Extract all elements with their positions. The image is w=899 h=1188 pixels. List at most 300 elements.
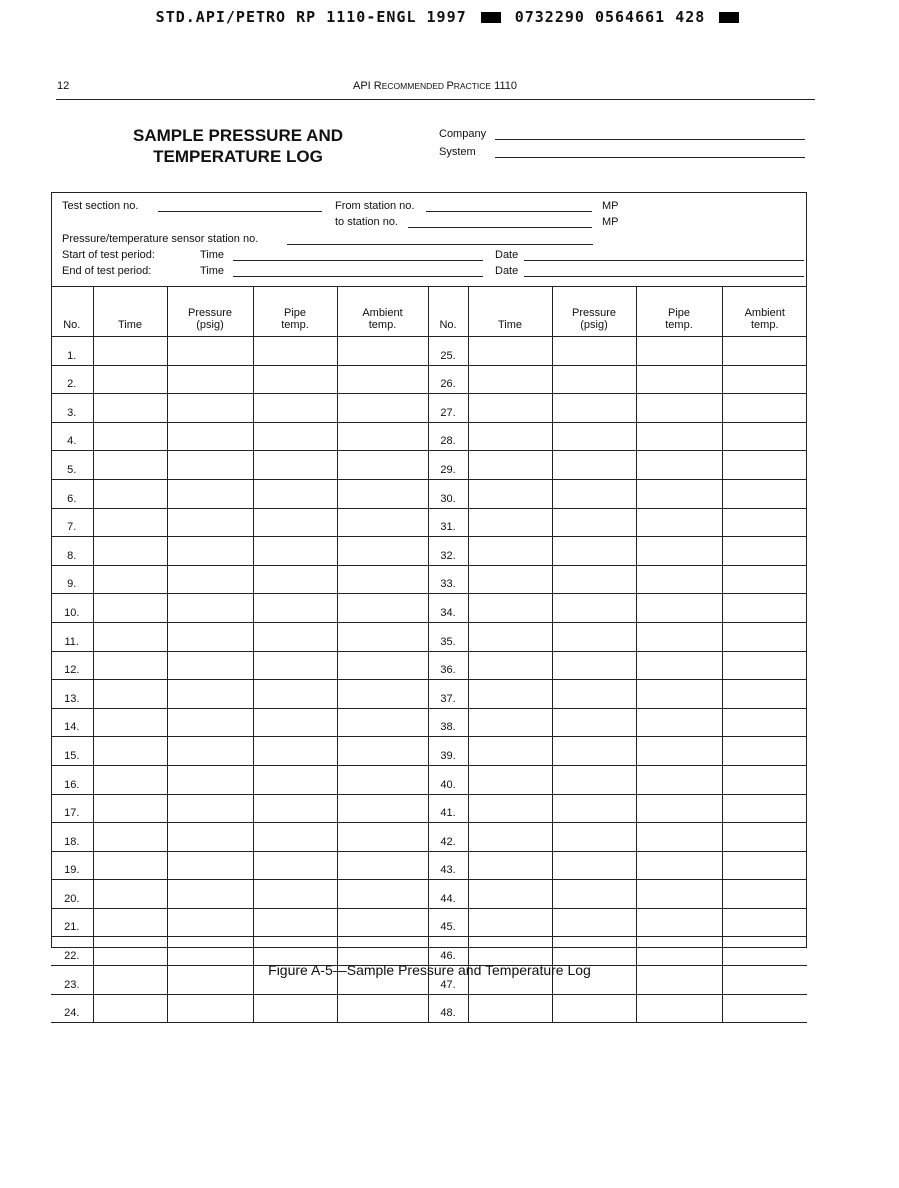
- ambient-temp-cell[interactable]: [722, 394, 807, 423]
- row-number-cell: 27.: [428, 394, 468, 423]
- row-number-cell: 21.: [51, 908, 93, 937]
- header-text: Pipe: [283, 307, 307, 319]
- pressure-cell[interactable]: [167, 994, 253, 1023]
- table-row: [51, 680, 807, 709]
- header-text: Time: [497, 319, 523, 331]
- time-cell[interactable]: [468, 994, 552, 1023]
- pipe-temp-cell[interactable]: [636, 680, 722, 709]
- row-number-cell: 45.: [428, 908, 468, 937]
- pressure-cell[interactable]: [552, 908, 636, 937]
- pipe-temp-cell[interactable]: [253, 422, 337, 451]
- ambient-temp-cell[interactable]: [337, 880, 428, 909]
- time-cell[interactable]: [468, 823, 552, 852]
- time-cell[interactable]: [93, 394, 167, 423]
- header-ambient-temp: [337, 287, 428, 337]
- pressure-cell[interactable]: [552, 337, 636, 366]
- row-number-cell: 3.: [51, 394, 93, 423]
- pipe-temp-cell[interactable]: [253, 708, 337, 737]
- pipe-temp-cell[interactable]: [636, 851, 722, 880]
- time-cell[interactable]: [468, 451, 552, 480]
- running-head: [0, 80, 870, 92]
- pressure-cell[interactable]: [552, 622, 636, 651]
- row-number-cell: 2.: [51, 365, 93, 394]
- company-label: Company: [439, 128, 487, 140]
- ambient-temp-cell[interactable]: [722, 594, 807, 623]
- pipe-temp-cell[interactable]: [253, 508, 337, 537]
- table-row: [51, 622, 807, 651]
- row-number-cell: 25.: [428, 337, 468, 366]
- time-cell[interactable]: [468, 851, 552, 880]
- header-time: [468, 287, 552, 337]
- header-pressure: [552, 287, 636, 337]
- pressure-cell[interactable]: [552, 823, 636, 852]
- pressure-cell[interactable]: [552, 479, 636, 508]
- ambient-temp-cell[interactable]: [337, 708, 428, 737]
- pressure-cell[interactable]: [552, 651, 636, 680]
- table-row: [51, 851, 807, 880]
- pipe-temp-cell[interactable]: [253, 365, 337, 394]
- time-cell[interactable]: [93, 565, 167, 594]
- pipe-temp-cell[interactable]: [636, 737, 722, 766]
- pipe-temp-cell[interactable]: [253, 651, 337, 680]
- table-row: [51, 479, 807, 508]
- pipe-temp-cell[interactable]: [253, 908, 337, 937]
- header-text: (psig): [196, 319, 224, 331]
- pressure-cell[interactable]: [167, 765, 253, 794]
- pipe-temp-cell[interactable]: [253, 594, 337, 623]
- pipe-temp-cell[interactable]: [636, 422, 722, 451]
- time-cell[interactable]: [468, 651, 552, 680]
- pressure-cell[interactable]: [167, 594, 253, 623]
- pipe-temp-cell[interactable]: [636, 622, 722, 651]
- time-cell[interactable]: [93, 422, 167, 451]
- header-pipe-temp: [636, 287, 722, 337]
- header-text: Pressure: [571, 307, 617, 319]
- pressure-cell[interactable]: [552, 794, 636, 823]
- pipe-temp-cell[interactable]: [636, 394, 722, 423]
- header-no: [51, 287, 93, 337]
- time-cell[interactable]: [468, 680, 552, 709]
- header-rule: [56, 99, 815, 100]
- pipe-temp-cell[interactable]: [636, 823, 722, 852]
- ambient-temp-cell[interactable]: [722, 908, 807, 937]
- pressure-cell[interactable]: [167, 680, 253, 709]
- mp-label-2: MP: [602, 216, 619, 228]
- ambient-temp-cell[interactable]: [337, 680, 428, 709]
- time-cell[interactable]: [468, 880, 552, 909]
- table-row: [51, 880, 807, 909]
- time-cell[interactable]: [468, 337, 552, 366]
- table-row: [51, 908, 807, 937]
- pipe-temp-cell[interactable]: [636, 651, 722, 680]
- pipe-temp-cell[interactable]: [636, 708, 722, 737]
- from-station-field[interactable]: [426, 211, 592, 212]
- ambient-temp-cell[interactable]: [337, 794, 428, 823]
- time-cell[interactable]: [93, 708, 167, 737]
- pipe-temp-cell[interactable]: [636, 365, 722, 394]
- ambient-temp-cell[interactable]: [722, 622, 807, 651]
- ambient-temp-cell[interactable]: [722, 880, 807, 909]
- sensor-station-label: Pressure/temperature sensor station no.: [62, 233, 259, 245]
- pressure-cell[interactable]: [552, 994, 636, 1023]
- pressure-cell[interactable]: [552, 880, 636, 909]
- header-ambient-temp: [722, 287, 807, 337]
- pressure-cell[interactable]: [552, 451, 636, 480]
- end-date-label: Date: [495, 265, 519, 277]
- ambient-temp-cell[interactable]: [722, 851, 807, 880]
- row-number-cell: 36.: [428, 651, 468, 680]
- figure-caption: Figure A-5—Sample Pressure and Temperature Log: [268, 962, 591, 978]
- header-text: Ambient: [744, 307, 785, 319]
- to-station-field[interactable]: [408, 227, 592, 228]
- pipe-temp-cell[interactable]: [253, 765, 337, 794]
- end-time-field[interactable]: [233, 276, 483, 277]
- pressure-cell[interactable]: [167, 908, 253, 937]
- row-number-cell: 12.: [51, 651, 93, 680]
- pipe-temp-cell[interactable]: [253, 823, 337, 852]
- time-cell[interactable]: [93, 880, 167, 909]
- pressure-cell[interactable]: [167, 479, 253, 508]
- pipe-temp-cell[interactable]: [253, 565, 337, 594]
- row-number-cell: 40.: [428, 765, 468, 794]
- start-period-label: Start of test period:: [62, 249, 155, 261]
- ambient-temp-cell[interactable]: [337, 537, 428, 566]
- ambient-temp-cell[interactable]: [722, 537, 807, 566]
- time-cell[interactable]: [93, 537, 167, 566]
- end-date-field[interactable]: [524, 276, 804, 277]
- ambient-temp-cell[interactable]: [337, 365, 428, 394]
- pipe-temp-cell[interactable]: [636, 451, 722, 480]
- ambient-temp-cell[interactable]: [337, 508, 428, 537]
- ambient-temp-cell[interactable]: [722, 422, 807, 451]
- ambient-temp-cell[interactable]: [337, 337, 428, 366]
- time-cell[interactable]: [468, 908, 552, 937]
- pressure-cell[interactable]: [552, 851, 636, 880]
- header-text: No.: [63, 319, 81, 331]
- pressure-cell[interactable]: [167, 737, 253, 766]
- header-text: temp.: [750, 319, 779, 331]
- row-number-cell: 43.: [428, 851, 468, 880]
- pipe-temp-cell[interactable]: [253, 994, 337, 1023]
- pressure-cell[interactable]: [167, 708, 253, 737]
- row-number-cell: 20.: [51, 880, 93, 909]
- row-number-cell: 24.: [51, 994, 93, 1023]
- pressure-cell[interactable]: [167, 451, 253, 480]
- pipe-temp-cell[interactable]: [253, 737, 337, 766]
- system-label: System: [439, 146, 476, 158]
- ambient-temp-cell[interactable]: [722, 680, 807, 709]
- pipe-temp-cell[interactable]: [636, 994, 722, 1023]
- row-number-cell: 44.: [428, 880, 468, 909]
- time-cell[interactable]: [468, 365, 552, 394]
- time-cell[interactable]: [468, 708, 552, 737]
- ambient-temp-cell[interactable]: [337, 737, 428, 766]
- row-number-cell: 13.: [51, 680, 93, 709]
- pipe-temp-cell[interactable]: [636, 479, 722, 508]
- row-number-cell: 8.: [51, 537, 93, 566]
- table-header-row: [51, 287, 807, 337]
- table-row: [51, 508, 807, 537]
- row-number-cell: 33.: [428, 565, 468, 594]
- ambient-temp-cell[interactable]: [337, 422, 428, 451]
- time-cell[interactable]: [468, 565, 552, 594]
- ambient-temp-cell[interactable]: [337, 908, 428, 937]
- title-line-2: TEMPERATURE LOG: [153, 147, 323, 166]
- to-station-label: to station no.: [335, 216, 398, 228]
- row-number-cell: 37.: [428, 680, 468, 709]
- pipe-temp-cell[interactable]: [253, 680, 337, 709]
- ambient-temp-cell[interactable]: [337, 651, 428, 680]
- title-line-1: SAMPLE PRESSURE AND: [132, 126, 343, 145]
- row-number-cell: 22.: [51, 937, 93, 966]
- row-number-cell: 23.: [51, 966, 93, 995]
- end-time-label: Time: [200, 265, 225, 277]
- ambient-temp-cell[interactable]: [337, 394, 428, 423]
- row-number-cell: 46.: [428, 937, 468, 966]
- row-number-cell: 41.: [428, 794, 468, 823]
- pressure-cell[interactable]: [552, 680, 636, 709]
- pressure-cell[interactable]: [552, 508, 636, 537]
- pressure-cell[interactable]: [167, 651, 253, 680]
- pressure-cell[interactable]: [552, 737, 636, 766]
- pipe-temp-cell[interactable]: [636, 880, 722, 909]
- time-cell[interactable]: [93, 594, 167, 623]
- ambient-temp-cell[interactable]: [337, 622, 428, 651]
- table-row: [51, 994, 807, 1023]
- pressure-cell[interactable]: [167, 794, 253, 823]
- company-field[interactable]: [495, 139, 805, 140]
- time-cell[interactable]: [93, 823, 167, 852]
- row-number-cell: 32.: [428, 537, 468, 566]
- sensor-station-field[interactable]: [287, 244, 593, 245]
- pressure-cell[interactable]: [552, 594, 636, 623]
- pressure-cell[interactable]: [552, 565, 636, 594]
- row-number-cell: 7.: [51, 508, 93, 537]
- running-head-part: 1110: [491, 80, 517, 92]
- ambient-temp-cell[interactable]: [722, 708, 807, 737]
- pipe-temp-cell[interactable]: [253, 622, 337, 651]
- table-row: [51, 823, 807, 852]
- row-number-cell: 14.: [51, 708, 93, 737]
- header-text: (psig): [580, 319, 608, 331]
- row-number-cell: 1.: [51, 337, 93, 366]
- time-cell[interactable]: [468, 537, 552, 566]
- time-cell[interactable]: [468, 737, 552, 766]
- header-text: No.: [439, 319, 457, 331]
- ambient-temp-cell[interactable]: [337, 451, 428, 480]
- ambient-temp-cell[interactable]: [722, 365, 807, 394]
- pressure-cell[interactable]: [552, 708, 636, 737]
- ambient-temp-cell[interactable]: [337, 823, 428, 852]
- document-code-right: 0732290 0564661 428: [514, 8, 706, 26]
- row-number-cell: 4.: [51, 422, 93, 451]
- table-row: [51, 651, 807, 680]
- time-cell[interactable]: [93, 337, 167, 366]
- table-row: [51, 794, 807, 823]
- pressure-cell[interactable]: [167, 823, 253, 852]
- table-row: [51, 365, 807, 394]
- ambient-temp-cell[interactable]: [337, 994, 428, 1023]
- time-cell[interactable]: [468, 508, 552, 537]
- row-number-cell: 39.: [428, 737, 468, 766]
- ambient-temp-cell[interactable]: [722, 651, 807, 680]
- pipe-temp-cell[interactable]: [253, 479, 337, 508]
- redaction-block-icon: [719, 12, 739, 23]
- pipe-temp-cell[interactable]: [636, 508, 722, 537]
- header-time: [93, 287, 167, 337]
- header-pipe-temp: [253, 287, 337, 337]
- time-cell[interactable]: [93, 651, 167, 680]
- row-number-cell: 18.: [51, 823, 93, 852]
- row-number-cell: 15.: [51, 737, 93, 766]
- page-title: [110, 125, 366, 167]
- table-row: [51, 765, 807, 794]
- time-cell[interactable]: [93, 851, 167, 880]
- header-pressure: [167, 287, 253, 337]
- pressure-cell[interactable]: [167, 565, 253, 594]
- pressure-cell[interactable]: [552, 422, 636, 451]
- test-section-label: Test section no.: [62, 200, 139, 212]
- table-row: [51, 422, 807, 451]
- pressure-cell[interactable]: [167, 851, 253, 880]
- row-number-cell: 31.: [428, 508, 468, 537]
- redaction-block-icon: [481, 12, 501, 23]
- time-cell[interactable]: [468, 422, 552, 451]
- time-cell[interactable]: [93, 479, 167, 508]
- ambient-temp-cell[interactable]: [337, 765, 428, 794]
- ambient-temp-cell[interactable]: [722, 737, 807, 766]
- header-text: Pipe: [667, 307, 691, 319]
- header-text: temp.: [281, 319, 309, 331]
- pipe-temp-cell[interactable]: [253, 794, 337, 823]
- row-number-cell: 26.: [428, 365, 468, 394]
- time-cell[interactable]: [468, 479, 552, 508]
- row-number-cell: 5.: [51, 451, 93, 480]
- table-row: [51, 565, 807, 594]
- time-cell[interactable]: [468, 594, 552, 623]
- time-cell[interactable]: [93, 680, 167, 709]
- time-cell[interactable]: [468, 394, 552, 423]
- page-number: 12: [57, 80, 70, 92]
- header-text: temp.: [368, 319, 397, 331]
- pressure-cell[interactable]: [167, 394, 253, 423]
- pressure-cell[interactable]: [167, 622, 253, 651]
- ambient-temp-cell[interactable]: [722, 765, 807, 794]
- ambient-temp-cell[interactable]: [722, 794, 807, 823]
- row-number-cell: 17.: [51, 794, 93, 823]
- ambient-temp-cell[interactable]: [722, 479, 807, 508]
- pressure-cell[interactable]: [167, 337, 253, 366]
- pressure-cell[interactable]: [167, 537, 253, 566]
- start-date-label: Date: [495, 249, 519, 261]
- ambient-temp-cell[interactable]: [337, 565, 428, 594]
- time-cell[interactable]: [93, 794, 167, 823]
- mp-label-1: MP: [602, 200, 619, 212]
- start-date-field[interactable]: [524, 260, 804, 261]
- time-cell[interactable]: [93, 737, 167, 766]
- ambient-temp-cell[interactable]: [722, 994, 807, 1023]
- time-cell[interactable]: [93, 765, 167, 794]
- row-number-cell: 29.: [428, 451, 468, 480]
- header-text: Time: [117, 319, 143, 331]
- row-number-cell: 19.: [51, 851, 93, 880]
- time-cell[interactable]: [93, 365, 167, 394]
- row-number-cell: 6.: [51, 479, 93, 508]
- header-text: Ambient: [362, 307, 403, 319]
- pressure-cell[interactable]: [552, 537, 636, 566]
- pipe-temp-cell[interactable]: [636, 794, 722, 823]
- ambient-temp-cell[interactable]: [722, 337, 807, 366]
- time-cell[interactable]: [468, 765, 552, 794]
- start-time-field[interactable]: [233, 260, 483, 261]
- row-number-cell: 38.: [428, 708, 468, 737]
- row-number-cell: 35.: [428, 622, 468, 651]
- ambient-temp-cell[interactable]: [722, 508, 807, 537]
- row-number-cell: 11.: [51, 622, 93, 651]
- row-number-cell: 9.: [51, 565, 93, 594]
- pipe-temp-cell[interactable]: [253, 880, 337, 909]
- pipe-temp-cell[interactable]: [253, 394, 337, 423]
- table-row: [51, 537, 807, 566]
- pressure-cell[interactable]: [167, 880, 253, 909]
- system-field[interactable]: [495, 157, 805, 158]
- pipe-temp-cell[interactable]: [636, 908, 722, 937]
- pipe-temp-cell[interactable]: [636, 594, 722, 623]
- document-code-header: [0, 8, 899, 26]
- ambient-temp-cell[interactable]: [722, 823, 807, 852]
- running-head-part: API R: [353, 80, 382, 92]
- pipe-temp-cell[interactable]: [253, 537, 337, 566]
- pipe-temp-cell[interactable]: [253, 851, 337, 880]
- pressure-cell[interactable]: [552, 765, 636, 794]
- table-row: [51, 594, 807, 623]
- time-cell[interactable]: [93, 451, 167, 480]
- pipe-temp-cell[interactable]: [636, 537, 722, 566]
- ambient-temp-cell[interactable]: [337, 479, 428, 508]
- pressure-cell[interactable]: [167, 365, 253, 394]
- pressure-cell[interactable]: [167, 422, 253, 451]
- ambient-temp-cell[interactable]: [722, 451, 807, 480]
- pipe-temp-cell[interactable]: [253, 451, 337, 480]
- time-cell[interactable]: [93, 908, 167, 937]
- from-station-label: From station no.: [335, 200, 415, 212]
- pipe-temp-cell[interactable]: [636, 337, 722, 366]
- ambient-temp-cell[interactable]: [337, 594, 428, 623]
- test-section-field[interactable]: [158, 211, 322, 212]
- time-cell[interactable]: [93, 994, 167, 1023]
- running-head-part: RACTICE: [453, 81, 492, 91]
- pipe-temp-cell[interactable]: [636, 765, 722, 794]
- running-head-part: ECOMMENDED: [381, 81, 447, 91]
- ambient-temp-cell[interactable]: [337, 851, 428, 880]
- table-row: [51, 394, 807, 423]
- document-code-left: STD.API/PETRO RP 1110-ENGL 1997: [155, 8, 467, 26]
- time-cell[interactable]: [468, 794, 552, 823]
- pressure-cell[interactable]: [552, 365, 636, 394]
- table-row: [51, 337, 807, 366]
- row-number-cell: 28.: [428, 422, 468, 451]
- pressure-cell[interactable]: [167, 508, 253, 537]
- time-cell[interactable]: [468, 622, 552, 651]
- row-number-cell: 34.: [428, 594, 468, 623]
- ambient-temp-cell[interactable]: [722, 565, 807, 594]
- time-cell[interactable]: [93, 622, 167, 651]
- time-cell[interactable]: [93, 508, 167, 537]
- end-period-label: End of test period:: [62, 265, 152, 277]
- pipe-temp-cell[interactable]: [253, 337, 337, 366]
- pressure-cell[interactable]: [552, 394, 636, 423]
- pipe-temp-cell[interactable]: [636, 565, 722, 594]
